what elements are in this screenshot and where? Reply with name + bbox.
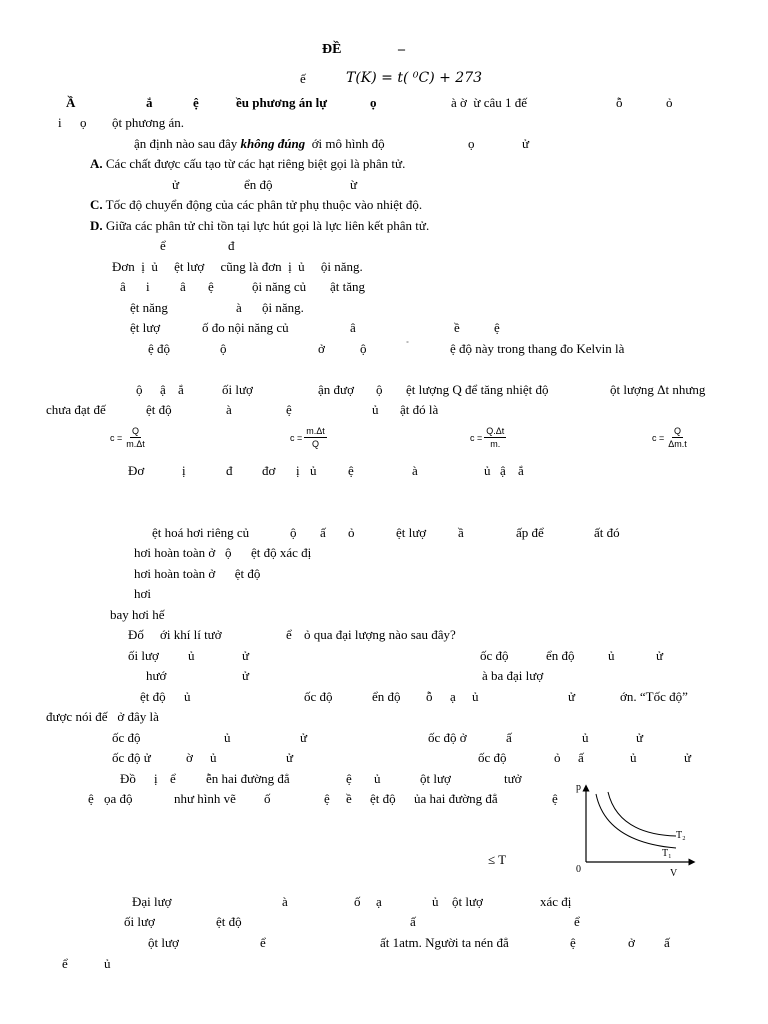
instruction-frag: ột phương án. xyxy=(112,115,185,130)
q8-option-b: ấ xyxy=(506,730,512,745)
q11-line2: ủ xyxy=(104,956,111,971)
q10-stem: Đại lượ xyxy=(132,894,172,909)
q9-stem: ệ xyxy=(324,791,330,806)
q2-option-d: ệ xyxy=(494,320,500,335)
q5-stem: ị xyxy=(182,463,186,478)
q9-stem: ố xyxy=(264,791,271,806)
q9-stem: ệt độ xyxy=(370,791,396,806)
option-label: A. xyxy=(90,156,103,171)
q9-stem: ủa hai đường đẳ xyxy=(414,791,498,806)
q7-option-a: ủ xyxy=(188,648,195,663)
q1-option-c xyxy=(90,197,422,213)
q8-stem: ển độ xyxy=(372,689,401,704)
q1-stem-after: ới mô hình độ xyxy=(311,136,385,151)
q9-stem: ệ xyxy=(88,791,94,806)
v-axis-label: V xyxy=(670,868,678,879)
q8-option-c: ủ xyxy=(210,750,217,765)
q7-option-d: à ba đại lượ xyxy=(482,668,544,683)
q2-option-a: Đơn ị ủ ệt lượ cũng là đơn ị ủ ội năng. xyxy=(112,259,363,274)
q10-line2: ệt độ xyxy=(216,914,242,929)
option-text: Tốc độ chuyển động của các phân tử phụ thuộc vào nhiệt độ. xyxy=(105,197,423,212)
q7-option-c: ử xyxy=(242,668,250,683)
q11-stem: ất 1atm. Người ta nén đẳ xyxy=(380,935,509,950)
q4-stem: ệt lượng Q để tăng nhiệt độ xyxy=(406,382,549,397)
q9-stem: tưở xyxy=(504,771,522,786)
pv-isotherm-graph xyxy=(566,776,702,880)
q4-option-b-formula xyxy=(290,426,327,449)
q8-stem: ớn. “Tốc độ” xyxy=(620,689,688,704)
t2-label: T₂ xyxy=(676,830,686,841)
q4-stem: à xyxy=(226,402,232,417)
exam-title: ĐỀ xyxy=(322,42,342,57)
q2-option-b: i xyxy=(146,279,150,294)
q11-stem: ệ xyxy=(570,935,576,950)
q4-stem: ệt độ xyxy=(146,402,172,417)
q4-stem: ột lượng Δt nhưng xyxy=(610,382,706,397)
instruction-frag: ắ xyxy=(146,95,153,110)
q2-option-d: ố đo nội năng củ xyxy=(202,320,289,335)
formula-numerator: m.Δt xyxy=(306,426,325,436)
q9-stem: ủ xyxy=(374,771,381,786)
q2-option-b: â xyxy=(180,279,186,294)
q1-stem xyxy=(134,136,385,152)
q8-stem: ạ xyxy=(450,689,456,704)
q8-stem: ệt độ xyxy=(140,689,166,704)
q8-stem: ủ xyxy=(184,689,191,704)
q1-stem-before: ận định nào sau đây xyxy=(134,136,238,151)
q8-option-a: ốc độ xyxy=(112,730,141,745)
origin-label: 0 xyxy=(576,864,581,875)
q5-stem: ệ xyxy=(348,463,354,478)
q8-option-d: ỏ xyxy=(554,750,561,765)
instruction-frag: à ờ ừ câu 1 đế xyxy=(451,95,528,110)
q1-option-b-frag: ử xyxy=(172,177,180,192)
q8-option-d: ủ xyxy=(630,750,637,765)
q5-stem: đơ xyxy=(262,463,276,478)
note-prefix: ế xyxy=(300,71,306,86)
formula-lhs: c = xyxy=(110,432,123,443)
q5-stem: ủ xyxy=(310,463,317,478)
q8-option-d: ử xyxy=(684,750,692,765)
formula-denominator: m. xyxy=(490,439,501,449)
q8-stem: ỗ xyxy=(426,689,433,704)
instruction-frag: ọ xyxy=(80,115,87,130)
formula-lhs: c = xyxy=(290,432,303,443)
q2-stem: ể xyxy=(160,238,166,253)
q9-stem: ột lượ xyxy=(420,771,451,786)
q5-stem: Đơ xyxy=(128,463,145,478)
q1-option-b-frag: ển độ xyxy=(244,177,273,192)
q1-stem-tail: ử xyxy=(522,136,530,151)
q4-stem: ậ xyxy=(160,382,166,397)
q4-stem: ộ xyxy=(136,382,143,397)
q10-stem: ột lượ xyxy=(452,894,483,909)
q5-stem: ắ xyxy=(518,463,524,478)
q6-option-a: hơi hoàn toàn ở ộ ệt độ xác đị xyxy=(134,545,312,560)
q4-option-a-formula xyxy=(110,426,147,449)
q10-line2: ối lượ xyxy=(124,914,155,929)
q8-option-d: ấ xyxy=(578,750,584,765)
q7-option-c: hướ xyxy=(146,668,167,683)
p-axis-label: p xyxy=(576,782,581,793)
q9-stem: ễn hai đường đẳ xyxy=(206,771,290,786)
q10-stem: xác đị xyxy=(540,894,572,909)
q6-option-c: hơi xyxy=(134,586,151,601)
instruction-frag: ọ xyxy=(370,95,377,110)
q9-stem: ệ xyxy=(552,791,558,806)
q6-option-d: bay hơi hế xyxy=(110,607,165,622)
q8-option-c: ử xyxy=(286,750,294,765)
q8-stem: ủ xyxy=(472,689,479,704)
option-label: D. xyxy=(90,218,103,233)
q2-option-b: â xyxy=(120,279,126,294)
q7-option-a: ối lượ xyxy=(128,648,159,663)
q5-stem: ị xyxy=(296,463,300,478)
q4-stem: ối lượ xyxy=(222,382,253,397)
q4-stem: chưa đạt đế xyxy=(46,402,106,417)
q2-option-c: ệt năng xyxy=(130,300,168,315)
q3-stem: ệ độ xyxy=(148,341,171,356)
formula-lhs: c = xyxy=(652,432,665,443)
q2-option-d: ệt lượ xyxy=(130,320,161,335)
q1-option-a xyxy=(90,156,405,172)
option-text: Giữa các phân tử chỉ tồn tại lực hút gọi là lực liên kết phân tử. xyxy=(105,218,430,233)
instruction-frag: ỗ xyxy=(616,95,623,110)
q8-option-b: ủ xyxy=(582,730,589,745)
q6-stem: ấ xyxy=(320,525,326,540)
q10-stem: à xyxy=(282,894,288,909)
isotherm-t1-curve xyxy=(596,794,676,848)
q9-option: ≤ T xyxy=(488,852,507,867)
formula-lhs: c = xyxy=(470,432,483,443)
q1-stem-emph: không đúng xyxy=(240,136,306,151)
q8-option-a: ử xyxy=(300,730,308,745)
q2-option-b: ệ xyxy=(208,279,214,294)
q2-stem: đ xyxy=(228,238,235,253)
q11-line2: ể xyxy=(62,956,68,971)
q4-stem: ận đượ xyxy=(318,382,354,397)
q6-stem: ệt hoá hơi riêng củ xyxy=(152,525,250,540)
q3-stem: ở xyxy=(318,341,325,356)
q7-option-b: ủ xyxy=(608,648,615,663)
q7-option-b: ển độ xyxy=(546,648,575,663)
q6-option-b: hơi hoàn toàn ở ệt độ xyxy=(134,566,261,581)
instruction-frag: ều phương án lự xyxy=(236,95,328,110)
q9-stem: ọa độ xyxy=(104,791,133,806)
q3-stem: ộ xyxy=(360,341,367,356)
instruction-frag: Ầ xyxy=(66,95,76,110)
q3-degree-mark: ˚ xyxy=(406,340,409,350)
q2-option-c: à xyxy=(236,300,242,315)
temperature-formula: T(K) = t( ⁰C) + 273 xyxy=(346,70,483,86)
t1-label: T₁ xyxy=(662,848,672,859)
q2-option-d: â xyxy=(350,320,356,335)
q8-option-b: ốc độ ở xyxy=(428,730,467,745)
q10-stem: ủ xyxy=(432,894,439,909)
q5-stem: ủ xyxy=(484,463,491,478)
q8-stem: ốc độ xyxy=(304,689,333,704)
q5-stem: đ xyxy=(226,463,233,478)
q6-stem: ất đó xyxy=(594,525,620,540)
q10-line2: ể xyxy=(574,914,580,929)
q4-stem: ật đó là xyxy=(400,402,439,417)
instruction-frag: i xyxy=(58,115,62,130)
q8-stem: được nói đế ở đây là xyxy=(46,709,159,724)
q9-stem: ệ xyxy=(346,771,352,786)
option-text: Các chất được cấu tạo từ các hạt riêng biệt gọi là phân tử. xyxy=(105,156,406,171)
q7-option-b: ử xyxy=(656,648,664,663)
exam-title-dash: – xyxy=(398,42,405,57)
q4-stem: ắ xyxy=(178,382,184,397)
q5-stem: à xyxy=(412,463,418,478)
q3-stem: ộ xyxy=(220,341,227,356)
q2-option-b: ật tăng xyxy=(330,279,366,294)
q8-option-d: ốc độ xyxy=(478,750,507,765)
formula-denominator: Q xyxy=(312,439,320,449)
q2-option-d: ề xyxy=(454,320,460,335)
q7-stem: ể xyxy=(286,627,292,642)
q9-stem: ể xyxy=(170,771,176,786)
q7-option-b: ốc độ xyxy=(480,648,509,663)
q6-stem: ệt lượ xyxy=(396,525,427,540)
q11-stem: ấ xyxy=(664,935,670,950)
q4-stem: ộ xyxy=(376,382,383,397)
q1-option-d xyxy=(90,218,429,234)
q5-stem: ậ xyxy=(500,463,506,478)
option-label: C. xyxy=(90,197,103,212)
formula-numerator: Q xyxy=(132,426,140,436)
q6-stem: ấp để xyxy=(516,525,544,540)
q2-option-b: ội năng củ xyxy=(252,279,307,294)
q7-stem: ỏ qua đại lượng nào sau đây? xyxy=(304,627,456,642)
q1-option-b-frag: ừ xyxy=(350,177,358,192)
q7-stem: Đố xyxy=(128,627,144,642)
q10-stem: ạ xyxy=(376,894,382,909)
q9-stem: như hình vẽ xyxy=(174,791,236,806)
q8-stem: ử xyxy=(568,689,576,704)
q6-stem: ỏ xyxy=(348,525,355,540)
formula-denominator: m.Δt xyxy=(126,439,145,449)
q6-stem: ộ xyxy=(290,525,297,540)
q4-stem: ệ xyxy=(286,402,292,417)
q8-option-a: ủ xyxy=(224,730,231,745)
q11-stem: ể xyxy=(260,935,266,950)
q4-stem: ủ xyxy=(372,402,379,417)
q2-option-c: ội năng. xyxy=(262,300,304,315)
q6-stem: ầ xyxy=(458,525,464,540)
q8-option-c: ốc độ ử xyxy=(112,750,151,765)
q11-stem: ở xyxy=(628,935,635,950)
instruction-frag: ỏ xyxy=(666,95,673,110)
formula-numerator: Q.Δt xyxy=(486,426,505,436)
q9-stem: Đồ xyxy=(120,771,136,786)
formula-denominator: Δm.t xyxy=(668,439,687,449)
q7-option-a: ử xyxy=(242,648,250,663)
q7-stem: ới khí lí tưở xyxy=(160,627,222,642)
q11-stem: ột lượ xyxy=(148,935,179,950)
q8-option-b: ử xyxy=(636,730,644,745)
q9-stem: ề xyxy=(346,791,352,806)
q8-option-c: ờ xyxy=(186,750,193,765)
q10-stem: ố xyxy=(354,894,361,909)
q10-line2: ấ xyxy=(410,914,416,929)
q3-stem: ệ độ này trong thang đo Kelvin là xyxy=(450,341,625,356)
instruction-frag: ệ xyxy=(193,95,199,110)
q1-stem-tail: ọ xyxy=(468,136,475,151)
formula-numerator: Q xyxy=(674,426,682,436)
q4-option-d-formula xyxy=(652,426,689,449)
q9-stem: ị xyxy=(154,771,158,786)
q4-option-c-formula xyxy=(470,426,506,449)
